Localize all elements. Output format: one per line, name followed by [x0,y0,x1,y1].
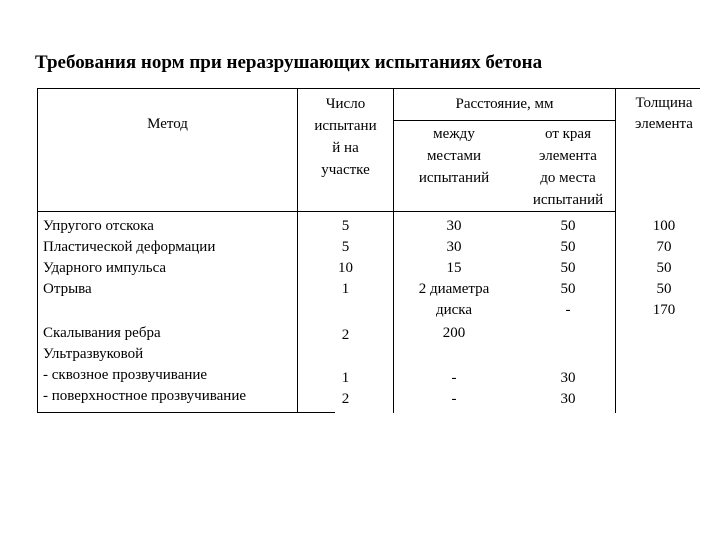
between-group2-a: 200 [442,325,466,341]
edge-group1: 50 50 50 50 - [560,218,576,318]
table-border-bottom [37,412,335,413]
header-thickness: Толщина элемента [635,95,693,132]
header-method: Метод [147,116,188,132]
header-from-edge: от края элемента до места испытаний [532,126,604,208]
table-row: - поверхностное прозвучивание [43,388,247,404]
table-row: Упругого отскока [43,218,154,234]
header-distance: Расстояние, мм [455,96,554,112]
between-group2-b: - - [451,370,457,407]
table-row: Ультразвуковой [43,346,144,362]
table-row: Скалывания ребра [43,325,161,341]
methods-group1 [43,216,297,300]
table-row: Ударного импульса [43,260,167,276]
header-between: между местами испытаний [418,126,490,186]
count-group2-a: 2 [341,327,350,343]
header-separator [37,211,615,212]
edge-group2: 30 30 [560,370,576,407]
table-row: Отрыва [43,281,92,297]
table-border-top [37,88,700,89]
count-group2-b: 1 2 [341,370,350,407]
table-border-left [37,88,38,413]
distance-divider [393,120,615,121]
count-group1: 5 5 10 1 [338,218,353,297]
page-title: Требования норм при неразрушающих испытаниях бетона [35,52,543,73]
table-row: Пластической деформации [43,239,216,255]
header-count: Число испытани й на участке [314,96,377,178]
thickness-group1: 100 70 50 50 170 [652,218,676,318]
between-group1: 30 30 15 2 диаметра диска [418,218,490,318]
table-row: - сквозное прозвучивание [43,367,208,383]
methods-group2 [43,323,297,407]
